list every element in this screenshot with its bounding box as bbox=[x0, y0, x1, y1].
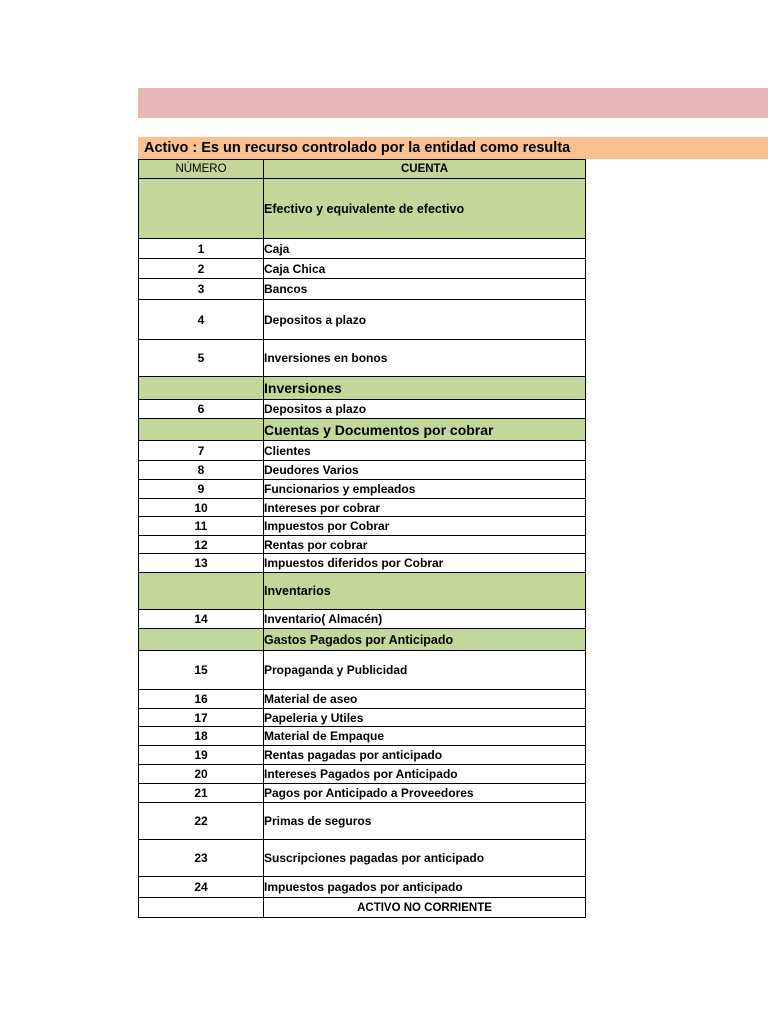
row-account: Inventario( Almacén) bbox=[264, 610, 586, 629]
row-number: 8 bbox=[139, 461, 264, 480]
section-title: Cuentas y Documentos por cobrar bbox=[264, 419, 586, 441]
table-row bbox=[139, 340, 586, 377]
row-account: Rentas por cobrar bbox=[264, 536, 586, 554]
row-number: 23 bbox=[139, 840, 264, 877]
table-row bbox=[139, 259, 586, 279]
table-row bbox=[139, 239, 586, 259]
table-row bbox=[139, 441, 586, 461]
row-account: Bancos bbox=[264, 279, 586, 300]
row-account: Pagos por Anticipado a Proveedores bbox=[264, 784, 586, 803]
row-account: Caja Chica bbox=[264, 259, 586, 279]
row-number: 3 bbox=[139, 279, 264, 300]
title-text: Activo : Es un recurso controlado por la entidad como resulta bbox=[144, 140, 571, 156]
row-number: 16 bbox=[139, 690, 264, 709]
row-number: 20 bbox=[139, 765, 264, 784]
section-row bbox=[139, 629, 586, 651]
row-account: Clientes bbox=[264, 441, 586, 461]
section-row bbox=[139, 573, 586, 610]
row-number: 12 bbox=[139, 536, 264, 554]
row-number bbox=[139, 629, 264, 651]
table-row bbox=[139, 554, 586, 573]
table-header-row bbox=[139, 160, 586, 179]
table-row bbox=[139, 803, 586, 840]
section-title: Inversiones bbox=[264, 377, 586, 400]
table-row bbox=[139, 610, 586, 629]
table-row bbox=[139, 727, 586, 746]
row-number: 11 bbox=[139, 517, 264, 536]
row-account: Material de aseo bbox=[264, 690, 586, 709]
row-number: 18 bbox=[139, 727, 264, 746]
row-account: Impuestos diferidos por Cobrar bbox=[264, 554, 586, 573]
row-number: 24 bbox=[139, 877, 264, 898]
header-numero: NÚMERO bbox=[139, 160, 264, 179]
table-row bbox=[139, 536, 586, 554]
title-band bbox=[138, 137, 768, 159]
row-number: 6 bbox=[139, 400, 264, 419]
section-row bbox=[139, 179, 586, 239]
row-number bbox=[139, 898, 264, 918]
section-row bbox=[139, 419, 586, 441]
row-number: 22 bbox=[139, 803, 264, 840]
table-row bbox=[139, 400, 586, 419]
row-account: Primas de seguros bbox=[264, 803, 586, 840]
table-row bbox=[139, 877, 586, 898]
row-number: 7 bbox=[139, 441, 264, 461]
table-row bbox=[139, 784, 586, 803]
row-number: 13 bbox=[139, 554, 264, 573]
row-number: 9 bbox=[139, 480, 264, 499]
row-number: 10 bbox=[139, 499, 264, 517]
header-band bbox=[138, 88, 768, 118]
row-account: Impuestos por Cobrar bbox=[264, 517, 586, 536]
row-account: Suscripciones pagadas por anticipado bbox=[264, 840, 586, 877]
section-title: Inventarios bbox=[264, 573, 586, 610]
table-row bbox=[139, 461, 586, 480]
table-row bbox=[139, 746, 586, 765]
row-account: Propaganda y Publicidad bbox=[264, 651, 586, 690]
table-row bbox=[139, 517, 586, 536]
table-row bbox=[139, 480, 586, 499]
row-account: Funcionarios y empleados bbox=[264, 480, 586, 499]
table-row bbox=[139, 709, 586, 727]
table-row bbox=[139, 300, 586, 340]
header-cuenta: CUENTA bbox=[264, 160, 586, 179]
section-title: Efectivo y equivalente de efectivo bbox=[264, 179, 586, 239]
row-number: 5 bbox=[139, 340, 264, 377]
row-account: Caja bbox=[264, 239, 586, 259]
row-account: Depositos a plazo bbox=[264, 400, 586, 419]
table-row bbox=[139, 690, 586, 709]
section-row bbox=[139, 377, 586, 400]
row-number: 17 bbox=[139, 709, 264, 727]
row-account: Papeleria y Utiles bbox=[264, 709, 586, 727]
row-number: 2 bbox=[139, 259, 264, 279]
table-row bbox=[139, 279, 586, 300]
row-account: Intereses Pagados por Anticipado bbox=[264, 765, 586, 784]
table-footer-row bbox=[139, 898, 586, 918]
row-number bbox=[139, 573, 264, 610]
row-number bbox=[139, 377, 264, 400]
row-account: Intereses por cobrar bbox=[264, 499, 586, 517]
row-number: 1 bbox=[139, 239, 264, 259]
section-title: Gastos Pagados por Anticipado bbox=[264, 629, 586, 651]
row-number bbox=[139, 419, 264, 441]
row-account: Rentas pagadas por anticipado bbox=[264, 746, 586, 765]
accounts-table bbox=[138, 159, 586, 918]
table-row bbox=[139, 651, 586, 690]
row-number bbox=[139, 179, 264, 239]
section-title: ACTIVO NO CORRIENTE bbox=[264, 898, 586, 918]
table-row bbox=[139, 765, 586, 784]
row-account: Depositos a plazo bbox=[264, 300, 586, 340]
row-number: 4 bbox=[139, 300, 264, 340]
row-number: 21 bbox=[139, 784, 264, 803]
row-account: Inversiones en bonos bbox=[264, 340, 586, 377]
row-account: Material de Empaque bbox=[264, 727, 586, 746]
row-number: 15 bbox=[139, 651, 264, 690]
row-number: 19 bbox=[139, 746, 264, 765]
row-account: Impuestos pagados por anticipado bbox=[264, 877, 586, 898]
row-account: Deudores Varios bbox=[264, 461, 586, 480]
row-number: 14 bbox=[139, 610, 264, 629]
table-row bbox=[139, 840, 586, 877]
table-row bbox=[139, 499, 586, 517]
